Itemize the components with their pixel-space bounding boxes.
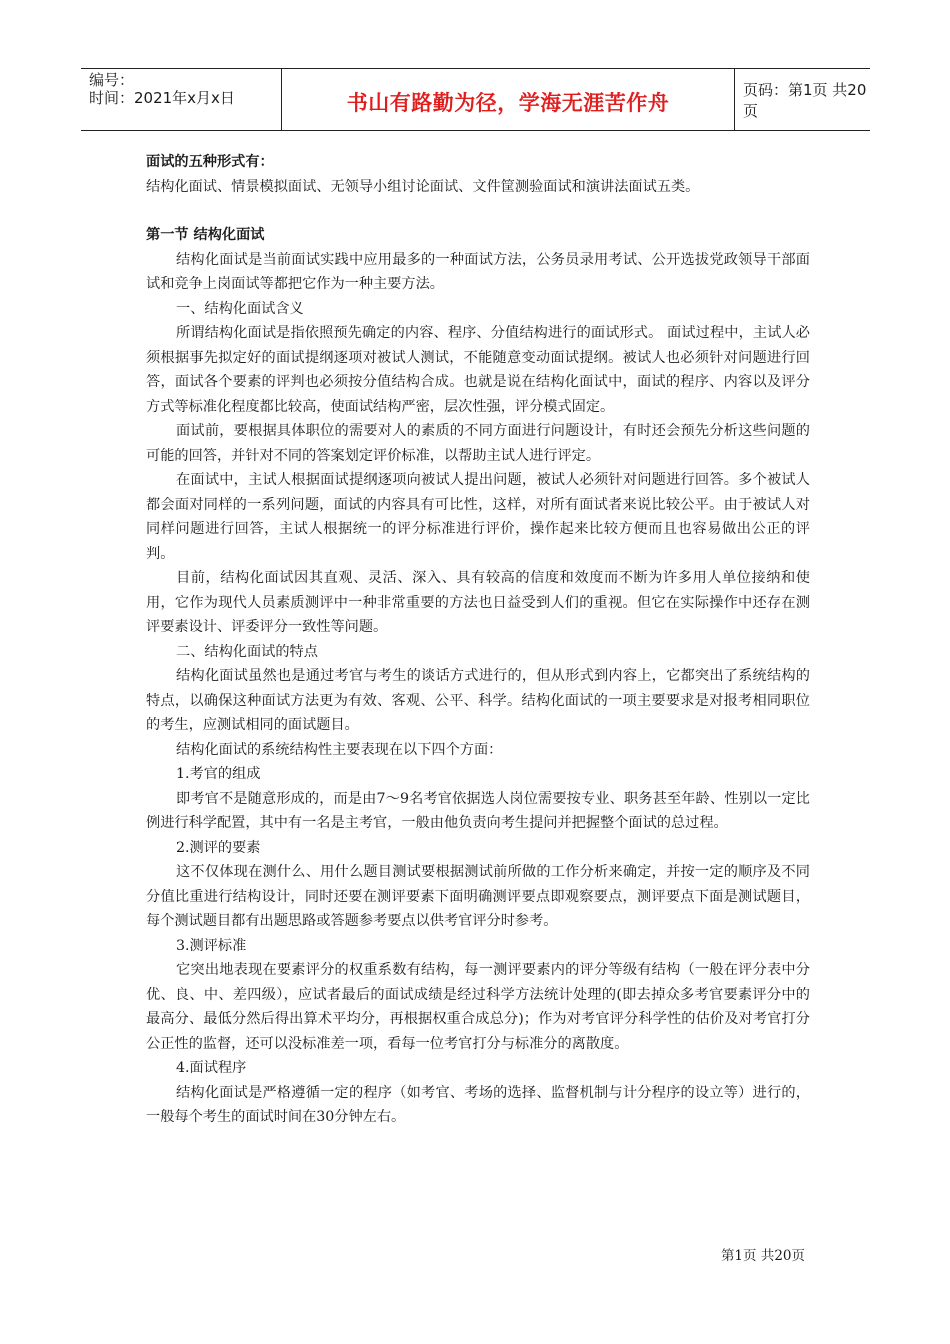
header-motto: 书山有路勤为径，学海无涯苦作舟 [346, 90, 670, 115]
list-heading: 1.考官的组成 [176, 766, 261, 782]
subheading: 一、结构化面试含义 [176, 300, 304, 317]
header-page-info: 页码：第1页 共20页 [743, 80, 867, 120]
paragraph: 结构化面试是严格遵循一定的程序（如考官、考场的选择、监督机制与计分程序的设立等）进行的，一般每个考生的面试时间在30分钟左右。 [146, 1084, 810, 1125]
header-meta-cell [81, 69, 281, 130]
paragraph: 它突出地表现在要素评分的权重系数有结构，每一测评要素内的评分等级有结构（一般在评分表中分优、良、中、差四级），应试者最后的面试成绩是经过科学方法统计处理的(即去掉众多考官要素评分中的最高分、最低分然后得出算术平均分，再根据权重合成总分)；作为对考官评分科学性的估价及对考官打分公正性的监督，还可以没标准差一项，看每一位考官打分与标准分的离散度。 [146, 962, 810, 1052]
paragraph: 在面试中，主试人根据面试提纲逐项向被试人提出问题，被试人必须针对问题进行回答。多个被试人都会面对同样的一系列问题，面试的内容具有可比性，这样，对所有面试者来说比较公平。由于被试人对同样问题进行回答，主试人根据统一的评分标准进行评价，操作起来比较方便而且也容易做出公正的评判。 [146, 472, 810, 562]
list-heading: 4.面试程序 [176, 1060, 247, 1076]
document-number-label: 编号： [89, 71, 135, 89]
subheading: 二、结构化面试的特点 [176, 643, 318, 660]
document-header [81, 68, 870, 131]
header-page-cell [734, 69, 870, 130]
paragraph: 结构化面试的系统结构性主要表现在以下四个方面： [176, 741, 503, 758]
spacer [146, 199, 810, 223]
paragraph: 这不仅体现在测什么、用什么题目测试要根据测试前所做的工作分析来确定，并按一定的顺序及不同分值比重进行结构设计，同时还要在测评要素下面明确测评要点即观察要点，测评要点下面是测试题目，每个测试题目都有出题思路或答题参考要点以供考官评分时参考。 [146, 864, 810, 929]
forms-heading: 面试的五种形式有： [146, 154, 274, 170]
list-heading: 2.测评的要素 [176, 839, 261, 856]
paragraph: 结构化面试虽然也是通过考官与考生的谈话方式进行的，但从形式到内容上，它都突出了系统结构的特点，以确保这种面试方法更为有效、客观、公平、科学。结构化面试的一项主要要求是对报考相同职位的考生，应测试相同的面试题目。 [146, 668, 810, 733]
document-body [146, 150, 810, 1130]
paragraph: 结构化面试是当前面试实践中应用最多的一种面试方法，公务员录用考试、公开选拔党政领导干部面试和竞争上岗面试等都把它作为一种主要方法。 [146, 251, 810, 292]
page-footer-number: 第1页 共20页 [720, 1248, 805, 1264]
paragraph: 目前，结构化面试因其直观、灵活、深入、具有较高的信度和效度而不断为许多用人单位接纳和使用，它作为现代人员素质测评中一种非常重要的方法也日益受到人们的重视。但它在实际操作中还存在测评要素设计、评委评分一致性等问题。 [146, 570, 810, 635]
list-heading: 3.测评标准 [176, 937, 247, 954]
document-date-label: 时间：2021年x月x日 [89, 89, 235, 107]
header-motto-cell [281, 69, 735, 130]
paragraph: 所谓结构化面试是指依照预先确定的内容、程序、分值结构进行的面试形式。 面试过程中，主试人必须根据事先拟定好的面试提纲逐项对被试人测试，不能随意变动面试提纲。被试人也必须针对问题进行回答，面试各个要素的评判也必须按分值结构合成。也就是说在结构化面试中，面试的程序、内容以及评分方式等标准化程度都比较高，使面试结构严密，层次性强，评分模式固定。 [146, 325, 810, 415]
paragraph: 即考官不是随意形成的，而是由7～9名考官依据选人岗位需要按专业、职务甚至年龄、性别以一定比例进行科学配置，其中有一名是主考官，一般由他负责向考生提问并把握整个面试的总过程。 [146, 790, 810, 831]
paragraph: 面试前，要根据具体职位的需要对人的素质的不同方面进行问题设计，有时还会预先分析这些问题的可能的回答，并针对不同的答案划定评价标准，以帮助主试人进行评定。 [146, 423, 810, 464]
section-title: 第一节 结构化面试 [146, 227, 265, 243]
forms-text: 结构化面试、情景模拟面试、无领导小组讨论面试、文件筐测验面试和演讲法面试五类。 [146, 178, 700, 195]
